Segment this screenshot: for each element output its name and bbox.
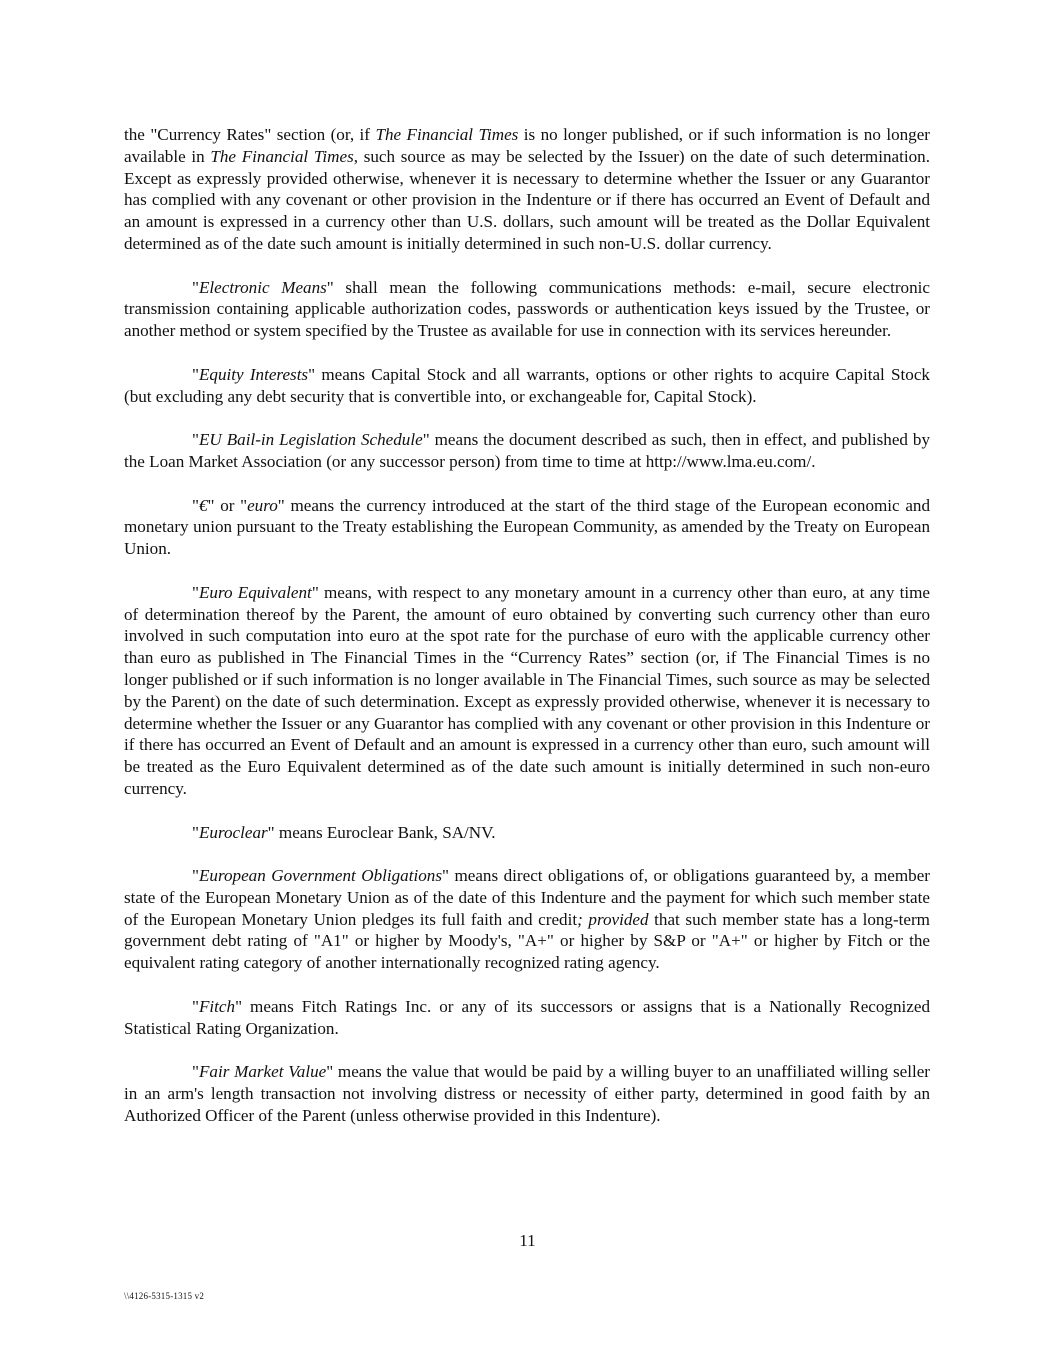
text-run: " means the document described as such, then in effect, and published by the Loan Market Association (or any successor person) from time to time at http://www.lma.eu.com/.	[124, 430, 930, 471]
text-run: that such member state has a long-term government debt rating of "A1" or higher by Moody's, "A+" or higher by S&P or "A+" or higher by Fitch or the equivalent rating category of another internationally recognized rating agency.	[124, 909, 930, 973]
paragraph	[124, 495, 930, 560]
text-run: " means Fitch Ratings Inc. or any of its successors or assigns that is a Nationally Recognized Statistical Rating Organization.	[124, 996, 930, 1038]
text-run: "	[192, 822, 199, 842]
document-id: \\4126-5315-1315 v2	[124, 1291, 205, 1301]
defined-term: EU Bail-in Legislation Schedule	[198, 430, 423, 450]
text-run: "	[192, 495, 199, 515]
paragraph	[124, 1061, 930, 1126]
defined-term: The Financial Times	[375, 125, 519, 144]
paragraph	[124, 429, 930, 473]
text-run: " means Capital Stock and all warrants, options or other rights to acquire Capital Stock (but excluding any debt security that is convertible into, or exchangeable for, Capital Stock).	[124, 364, 930, 406]
text-run: " means, with respect to any monetary amount in a currency other than euro, at any time of determination thereof by the Parent, the amount of euro obtained by converting such currency other than euro involved in such computation into euro at the spot rate for the purchase of euro with the applicable currency other than euro as published in The Financial Times in the “Currency Rates” section (or, if The Financial Times is no longer published or if such information is no longer available in The Financial Times, such source as may be selected by the Parent) on the date of such determination. Except as expressly provided otherwise, whenever it is necessary to determine whether the Issuer or any Guarantor has complied with any covenant or other provision in this Indenture or if there has occurred an Event of Default and an amount is expressed in a currency other than euro, such amount will be treated as the Euro Equivalent determined as of the date such amount is initially determined in such non-euro currency.	[124, 582, 930, 798]
page-number: 11	[519, 1231, 536, 1250]
paragraph	[124, 996, 930, 1040]
text-run: the "Currency Rates" section (or, if	[124, 125, 376, 144]
paragraph	[124, 822, 930, 844]
defined-term: ; provided	[577, 909, 649, 929]
page-body	[124, 124, 930, 1127]
text-run: "	[192, 430, 199, 450]
defined-term: European Government Obligations	[198, 866, 442, 886]
text-run: is no longer published, or if such information is no longer available in	[124, 125, 930, 166]
text-run: " or "	[207, 495, 248, 515]
paragraph	[124, 277, 930, 342]
paragraph	[124, 582, 930, 800]
defined-term: The Financial Times	[210, 146, 354, 166]
text-run: "	[192, 1062, 199, 1082]
text-run: " shall mean the following communications methods: e-mail, secure electronic transmission containing applicable authorization codes, passwords or authentication keys issued by the Trustee, or another method or system specified by the Trustee as available for use in connection with its services hereunder.	[124, 277, 930, 341]
text-run: "	[192, 277, 199, 297]
text-run: " means the currency introduced at the start of the third stage of the European economic and monetary union pursuant to the Treaty establishing the European Community, as amended by the Treaty on European Union.	[124, 495, 930, 559]
text-run: "	[192, 996, 199, 1016]
paragraph	[124, 364, 930, 408]
defined-term: Euro Equivalent	[198, 582, 312, 602]
text-run: , such source as may be selected by the Issuer) on the date of such determination. Except as expressly provided otherwise, whenever it is necessary to determine whether the Issuer or any Guarantor has complied with any covenant or other provision in the Indenture or if there has occurred an Event of Default and an amount is expressed in a currency other than U.S. dollars, such amount will be treated as the Dollar Equivalent determined as of the date such amount is initially determined in such non-U.S. dollar currency.	[124, 146, 930, 253]
defined-term: Fair Market Value	[198, 1062, 327, 1082]
defined-term: Equity Interests	[198, 364, 309, 384]
text-run: "	[192, 866, 199, 886]
text-run: " means direct obligations of, or obligations guaranteed by, a member state of the European Monetary Union as of the date of this Indenture and the payment for which such member state of the European Monetary Union pledges its full faith and credit	[124, 866, 930, 929]
defined-term: Electronic Means	[198, 277, 327, 297]
defined-term: euro	[247, 495, 278, 515]
text-run: " means the value that would be paid by a willing buyer to an unaffiliated willing seller in an arm's length transaction not involving distress or necessity of either party, determined in good faith by an Authorized Officer of the Parent (unless otherwise provided in this Indenture).	[124, 1062, 930, 1125]
text-run: "	[192, 364, 199, 384]
text-run: "	[192, 582, 199, 602]
defined-term: €	[198, 495, 208, 515]
paragraph	[124, 124, 930, 255]
defined-term: Fitch	[198, 996, 236, 1016]
defined-term: Euroclear	[198, 822, 268, 842]
text-run: " means Euroclear Bank, SA/NV.	[267, 822, 496, 842]
paragraph	[124, 865, 930, 974]
